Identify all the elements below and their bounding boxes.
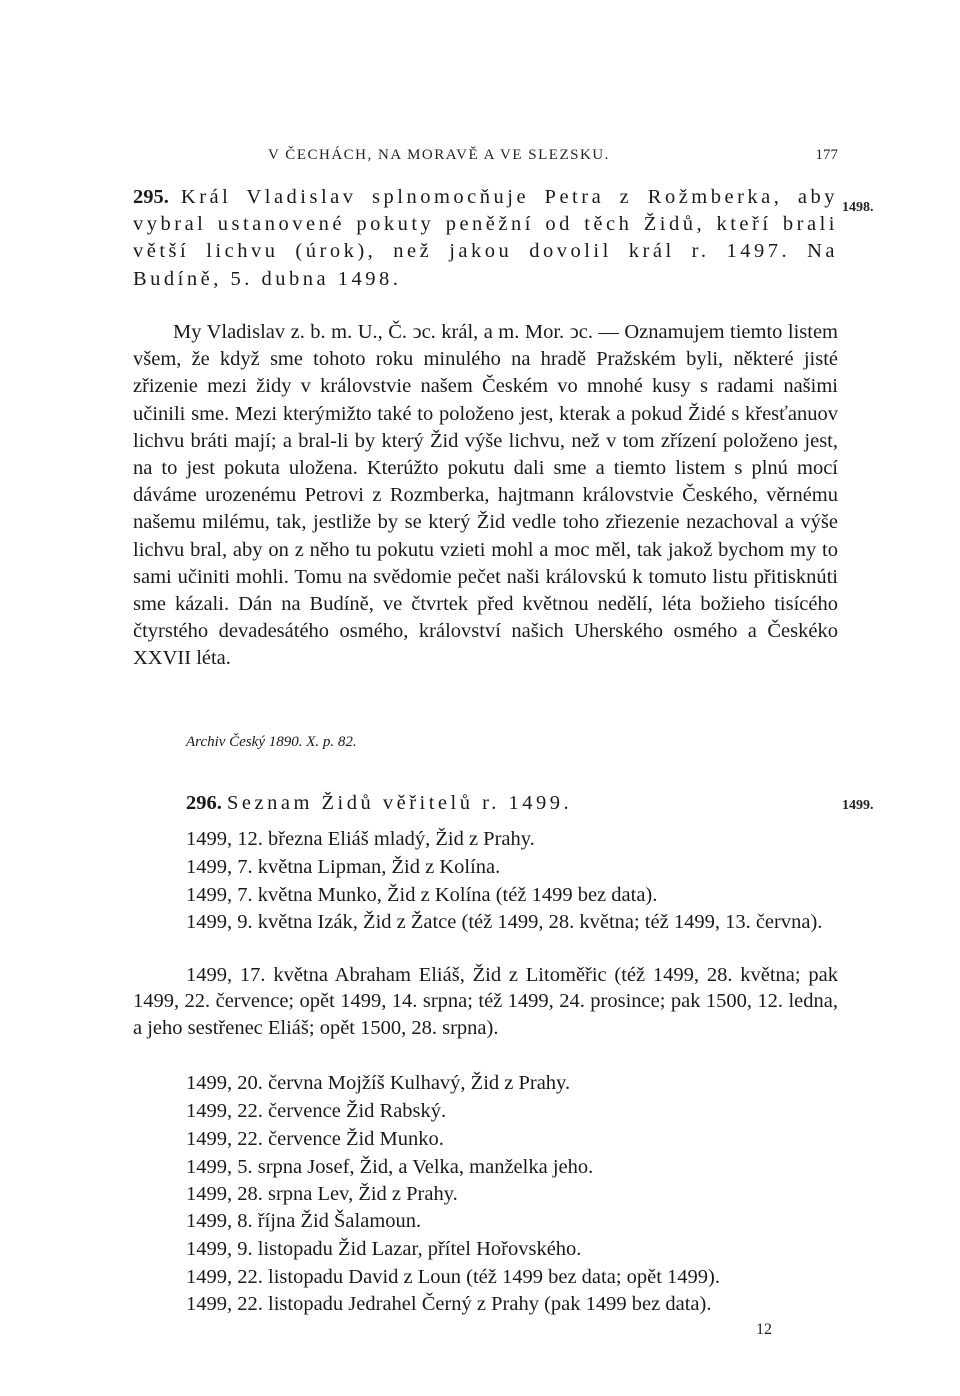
doc296-number: 296. (186, 792, 222, 814)
list-item: 1499, 7. května Munko, Žid z Kolína (též 1499 bez data). (186, 884, 658, 906)
page-number: 177 (815, 147, 838, 163)
list-item: 1499, 17. května Abraham Eliáš, Žid z Litoměřic (též 1499, 28. května; pak 1499, 22. července; opět 1499, 14. srpna; též 1499, 24. prosince; pak 1500, 12. ledna, a jeho sestřenec Eliáš; opět 1500, 28. srpna). (133, 964, 838, 1039)
doc295-source: Archiv Český 1890. X. p. 82. (186, 734, 357, 750)
doc296-heading (186, 790, 786, 817)
list-item: 1499, 5. srpna Josef, Žid, a Velka, manželka jeho. (186, 1156, 594, 1178)
margin-year-296: 1499. (842, 798, 874, 813)
doc295-body: My Vladislav z. b. m. U., Č. ↄc. král, a m. Mor. ↄc. — Oznamujem tiemto listem všem, že když sme tohoto roku minulého na hradě Pražském byli, některé jisté zřizenie mezi židy v královstvie našem Českém vo mnohé kusy s radami našimi učinili sme. Mezi kterýmižto také to položeno jest, kterak a pokud Židé s křesťanuov lichvu bráti mají; a bral-li by který Žid výše lichvu, než v tom zřízení položeno jest, na to jest pokuta uložena. Kterúžto pokutu dali sme a tiemto listem s plnú mocí dáváme urozenému Petrovi z Rozmberka, hajtmann královstvie Českého, věrnému našemu milému, tak, jestliže by se který Žid vedle toho zřiezenie nezachoval a výše lichvu bral, aby on z něho tu pokutu vzieti mohl a moc měl, tak jakož bychom my to sami učiniti mohli. Tomu na svědomie pečet naši královskú k tomuto listu přitisknúti sme kázali. Dán na Budíně, ve čtvrtek před květnou nedělí, léta božieho tisícého čtyrstého devadesátého osmého, království našich Uherského osmého a Českéko XXVII léta. (133, 321, 838, 670)
running-header (268, 147, 838, 164)
list-item: 1499, 9. května Izák, Žid z Žatce (též 1499, 28. května; též 1499, 13. června). (186, 911, 823, 933)
doc295-title: Král Vladislav splnomocňuje Petra z Rožmberka, aby vybral ustanovené pokuty peněžní od těch Židů, kteří brali větší lichvu (úrok), než jakou dovolil král r. 1497. Na Budíně, 5. dubna 1498. (133, 186, 839, 290)
list-item: 1499, 9. listopadu Žid Lazar, přítel Hořovského. (186, 1238, 582, 1260)
list-item: 1499, 8. října Žid Šalamoun. (186, 1210, 422, 1232)
list-item: 1499, 20. června Mojžíš Kulhavý, Žid z Prahy. (186, 1072, 571, 1094)
list-item: 1499, 7. května Lipman, Žid z Kolína. (186, 856, 501, 878)
doc296-title: Seznam Židů věřitelů r. 1499. (227, 792, 573, 814)
printer-signature: 12 (756, 1321, 772, 1338)
list-item: 1499, 22. listopadu Jedrahel Černý z Prahy (pak 1499 bez data). (186, 1293, 712, 1315)
list-item: 1499, 22. července Žid Rabský. (186, 1100, 447, 1122)
list-item: 1499, 22. července Žid Munko. (186, 1128, 444, 1150)
list-item: 1499, 12. března Eliáš mladý, Žid z Prahy. (186, 828, 535, 850)
list-item: 1499, 22. listopadu David z Loun (též 1499 bez data; opět 1499). (186, 1266, 721, 1288)
doc295-heading (133, 184, 838, 293)
margin-year-295: 1498. (842, 200, 874, 215)
doc295-number: 295. (133, 186, 169, 208)
running-title: V ČECHÁCH, NA MORAVĚ A VE SLEZSKU. (268, 147, 610, 163)
list-item: 1499, 28. srpna Lev, Žid z Prahy. (186, 1183, 458, 1205)
